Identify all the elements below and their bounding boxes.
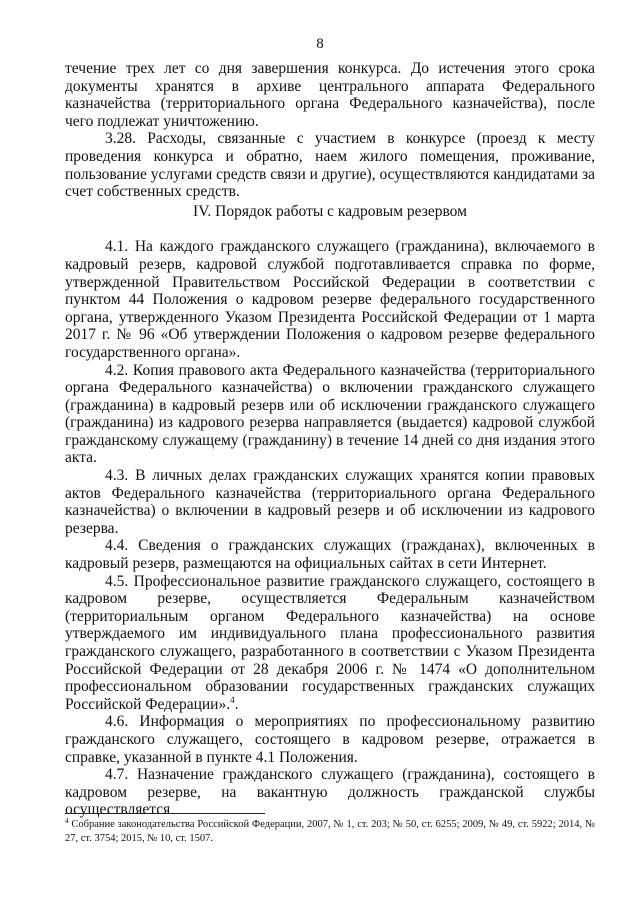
paragraph-4-5: 4.5. Профессиональное развитие гражданского служащего, состоящего в кадровом резерве, осуществляется Федеральным казначейством (территориальным органом Федерального казначейства) на основе утверждаемого им индивидуального плана профессионального развития гражданского служащего, разработанного в соответствии с Указом Президента Российской Федерации от 28 декабря 2006 г. № 1474 «О дополнительном профессиональном образовании государственных гражданских служащих Российской Федерации».$^4$.: [65, 572, 595, 713]
section-heading: IV. Порядок работы с кадровым резервом: [193, 202, 467, 220]
paragraph-4-2: 4.2. Копия правового акта Федерального казначейства (территориального органа Федерального казначейства) о включении гражданского служащего (гражданина) в кадровый резерв или об исключении гражданского служащего (гражданина) из кадрового резерва направляется (выдается) кадровой службой гражданскому служащему (гражданину) в течение 14 дней со дня издания этого акта.: [65, 361, 595, 467]
footnote-divider: [65, 813, 265, 814]
paragraph-continuation: течение трех лет со дня завершения конкурса. До истечения этого срока документы хранятся в архиве центрального аппарата Федерального казначейства (территориального органа Федерального казначейства), после чего подлежат уничтожению.: [65, 60, 595, 130]
paragraph-4-4: 4.4. Сведения о гражданских служащих (гражданах), включенных в кадровый резерв, размещаются на официальных сайтах в сети Интернет.: [65, 537, 595, 573]
paragraph-4-1: 4.1. На каждого гражданского служащего (гражданина), включаемого в кадровый резерв, кадровой службой подготавливается справка по форме, утвержденной Правительством Российской Федерации в соответствии с пунктом 44 Положения о кадровом резерве федерального государственного органа, утвержденного Указом Президента Российской Федерации от 1 марта 2017 г. № 96 «Об утверждении Положения о кадровом резерве федерального государственного органа».: [65, 238, 595, 361]
footnote-text: Собрание законодательства Российской Федерации, 2007, № 1, ст. 203; № 50, ст. 6255; 2009, № 49, ст. 5922; 2014, № 27, ст. 3754; 2015, № 10, ст. 1507.: [65, 819, 596, 844]
body-text: [65, 60, 595, 819]
page-number: 8: [316, 36, 324, 52]
paragraph-4-7: 4.7. Назначение гражданского служащего (гражданина), состоящего в кадровом резерве, на вакантную должность гражданской службы осуществляется: [65, 766, 595, 819]
footnote-marker: 4: [65, 817, 69, 825]
paragraph-4-5-text: 4.5. Профессиональное развитие гражданского служащего, состоящего в кадровом резерве, осуществляется Федеральным казначейством (территориальным органом Федерального казначейства) на основе утверждаемого им индивидуального плана профессионального развития гражданского служащего, разработанного в соответствии с Указом Президента Российской Федерации от 28 декабря 2006 г. № 1474 «О дополнительном профессиональном образовании государственных гражданских служащих Российской Федерации».: [65, 572, 595, 713]
paragraph-4-6: 4.6. Информация о мероприятиях по профессиональному развитию гражданского служащего, состоящего в кадровом резерве, отражается в справке, указанной в пункте 4.1 Положения.: [65, 713, 595, 766]
paragraph-3-28: 3.28. Расходы, связанные с участием в конкурсе (проезд к месту проведения конкурса и обратно, наем жилого помещения, проживание, пользование услугами средств связи и другие), осуществляются кандидатами за счет собственных средств.: [65, 130, 595, 201]
footnote: [65, 818, 595, 846]
paragraph-4-3: 4.3. В личных делах гражданских служащих хранятся копии правовых актов Федерального казначейства (территориального органа Федерального казначейства) о включении в кадровый резерв и об исключении из кадрового резерва.: [65, 467, 595, 537]
footnote-reference: 4: [230, 694, 235, 705]
